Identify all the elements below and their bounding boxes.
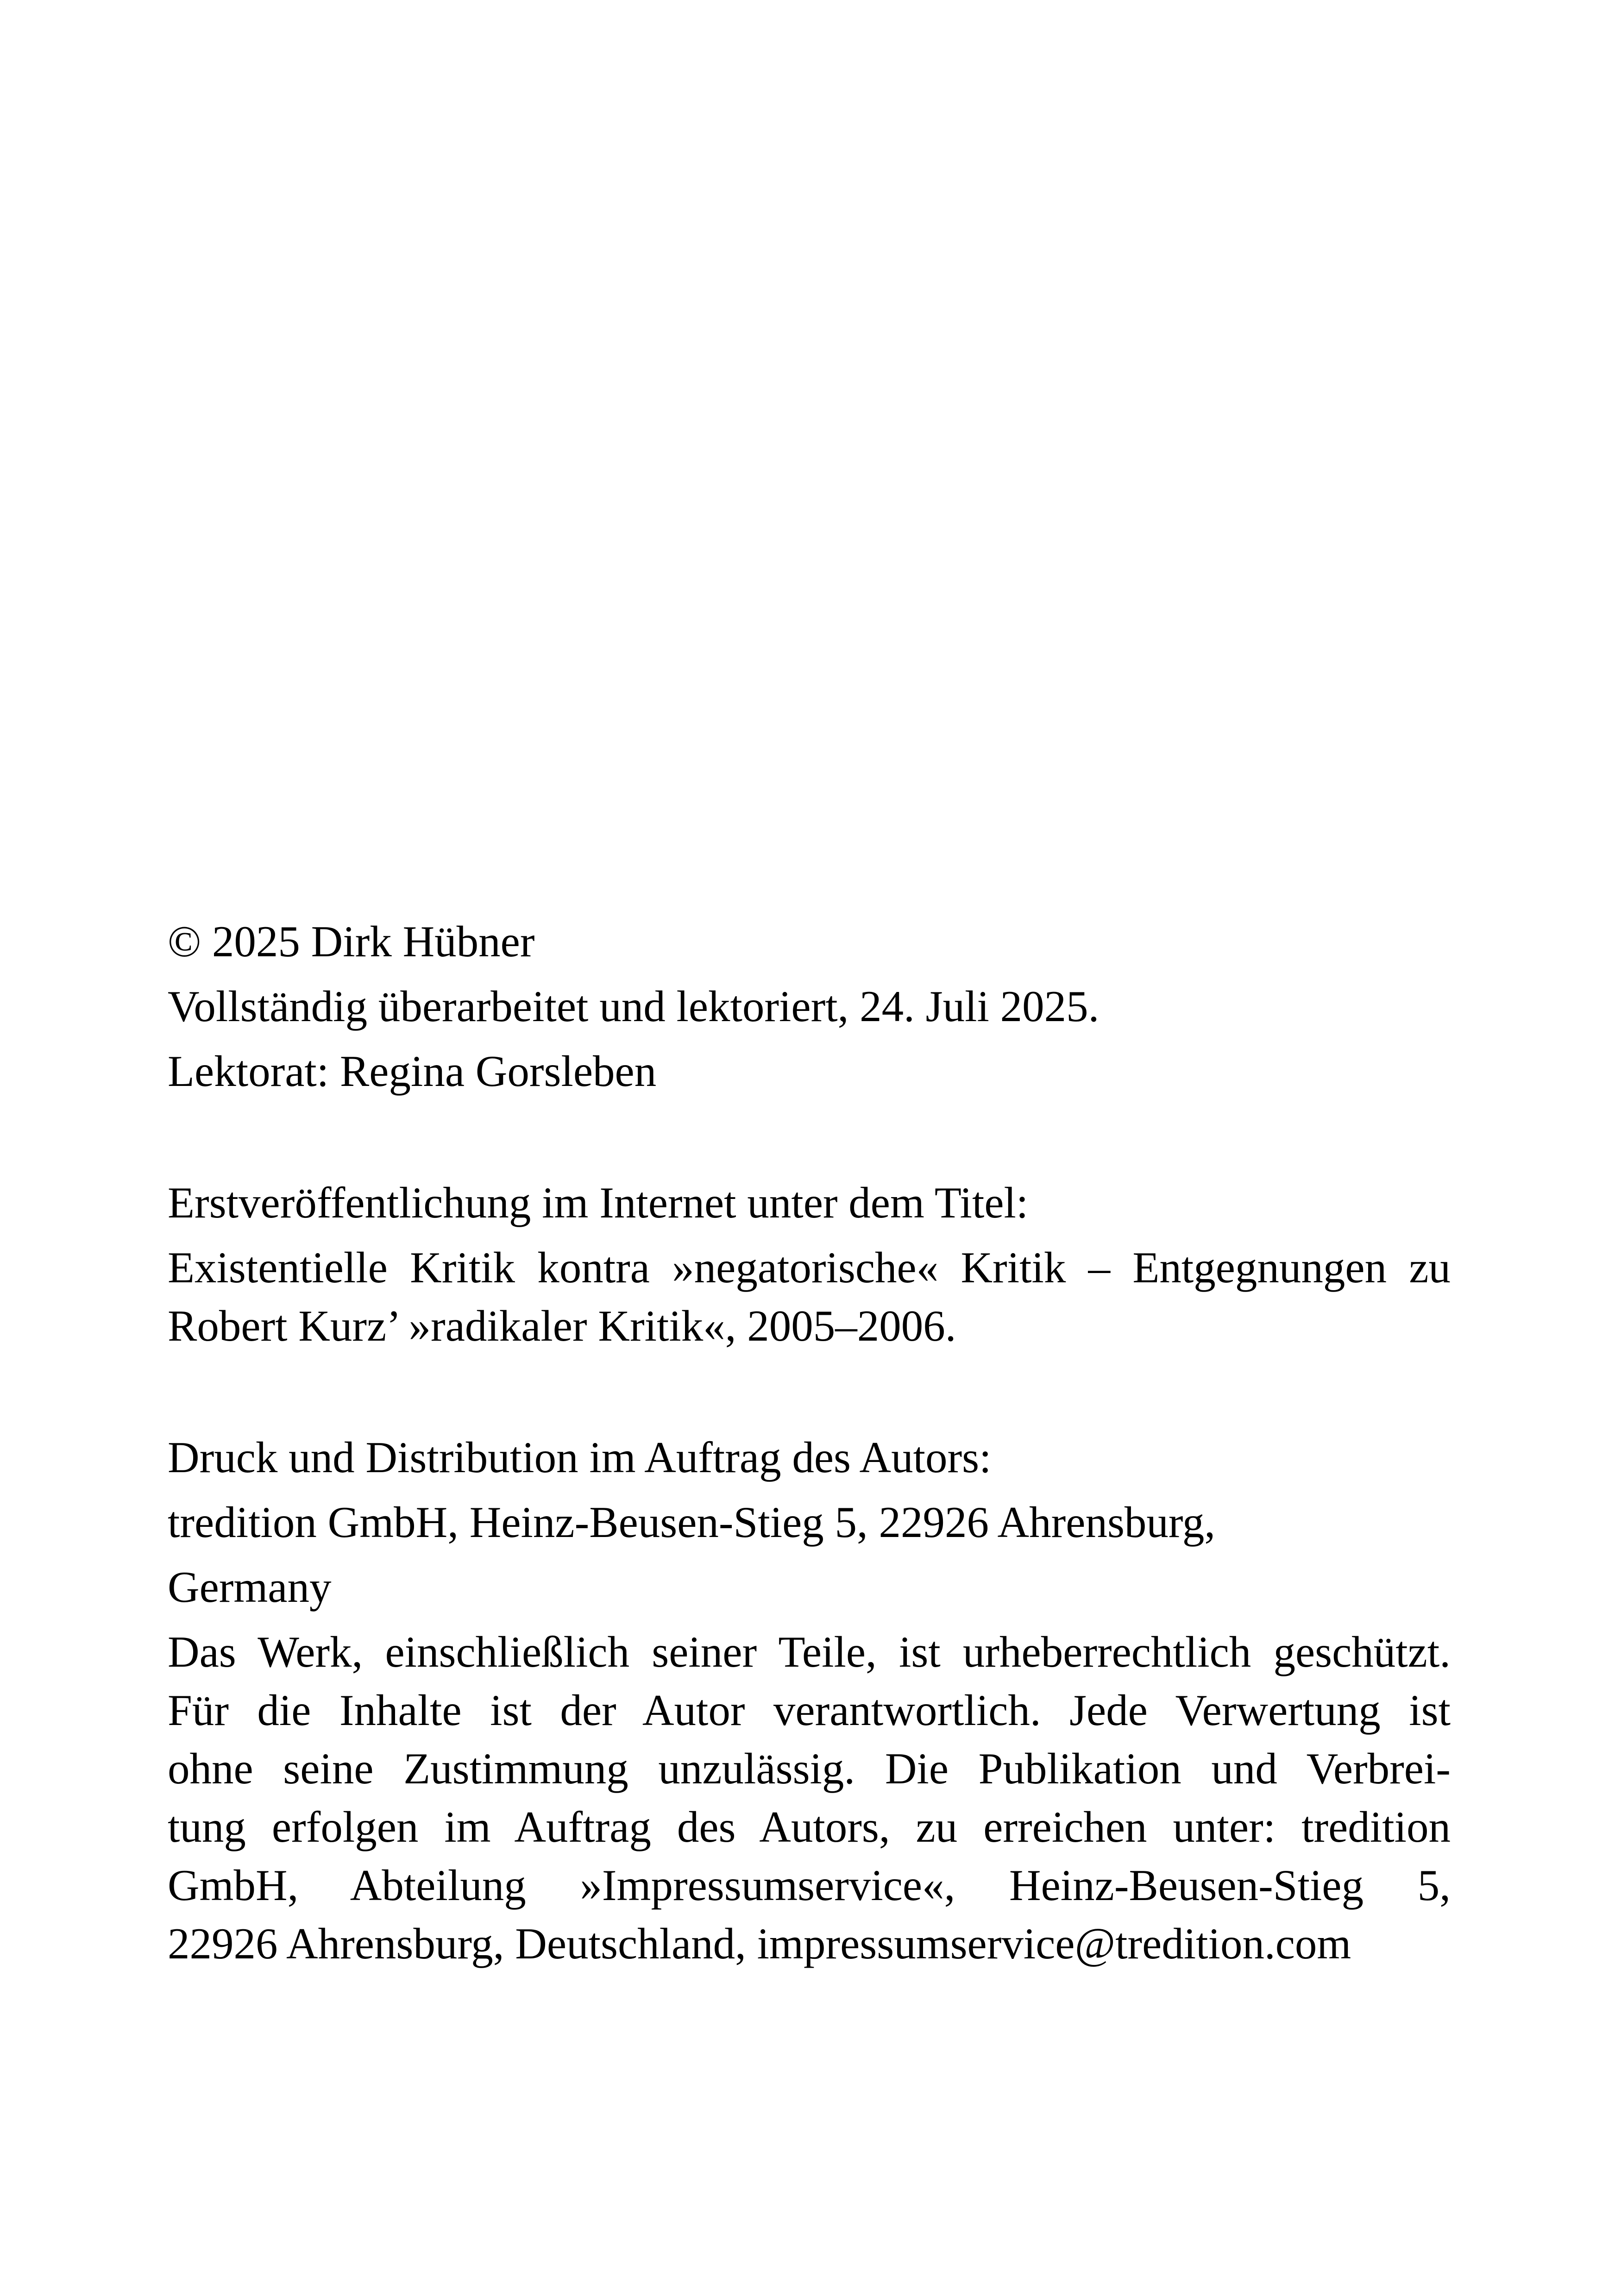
- legal-notice-paragraph: [168, 1623, 1451, 1973]
- imprint-text-block: [168, 912, 1451, 1979]
- title-line: Existentielle Kritik kontra »negatorische« Kritik – Entgegnungen zu: [168, 1243, 1451, 1292]
- copyright-line: © 2025 Dirk Hübner: [168, 917, 535, 966]
- revision-line: Vollständig überarbeitet und lektoriert, 24. Juli 2025.: [168, 982, 1100, 1031]
- first-publication-title: [168, 1238, 1451, 1355]
- legal-notice-line: tung erfolgen im Auftrag des Autors, zu erreichen unter: tredition: [168, 1802, 1451, 1851]
- country-line: Germany: [168, 1562, 332, 1612]
- legal-notice-line: ohne seine Zustimmung unzulässig. Die Publikation und Verbrei-: [168, 1744, 1451, 1793]
- legal-notice-line: Das Werk, einschließlich seiner Teile, ist urheberrechtlich geschützt.: [168, 1627, 1451, 1676]
- copyright-section: [168, 912, 1451, 1100]
- publisher-line: tredition GmbH, Heinz-Beusen-Stieg 5, 22926 Ahrensburg,: [168, 1498, 1216, 1547]
- editing-line: Lektorat: Regina Gorsleben: [168, 1047, 657, 1096]
- first-publication-heading: Erstveröffentlichung im Internet unter dem Titel:: [168, 1178, 1029, 1227]
- distribution-heading: Druck und Distribution im Auftrag des Autors:: [168, 1433, 992, 1482]
- distribution-section: [168, 1428, 1451, 1973]
- title-line: Robert Kurz’ »radikaler Kritik«, 2005–2006.: [168, 1301, 956, 1350]
- legal-notice-line: Für die Inhalte ist der Autor verantwortlich. Jede Verwertung ist: [168, 1686, 1451, 1735]
- legal-notice-line: GmbH, Abteilung »Impressumservice«, Heinz-Beusen-Stieg 5,: [168, 1861, 1451, 1910]
- legal-notice-line: 22926 Ahrensburg, Deutschland, impressumservice@tredition.com: [168, 1919, 1351, 1968]
- first-publication-section: [168, 1173, 1451, 1355]
